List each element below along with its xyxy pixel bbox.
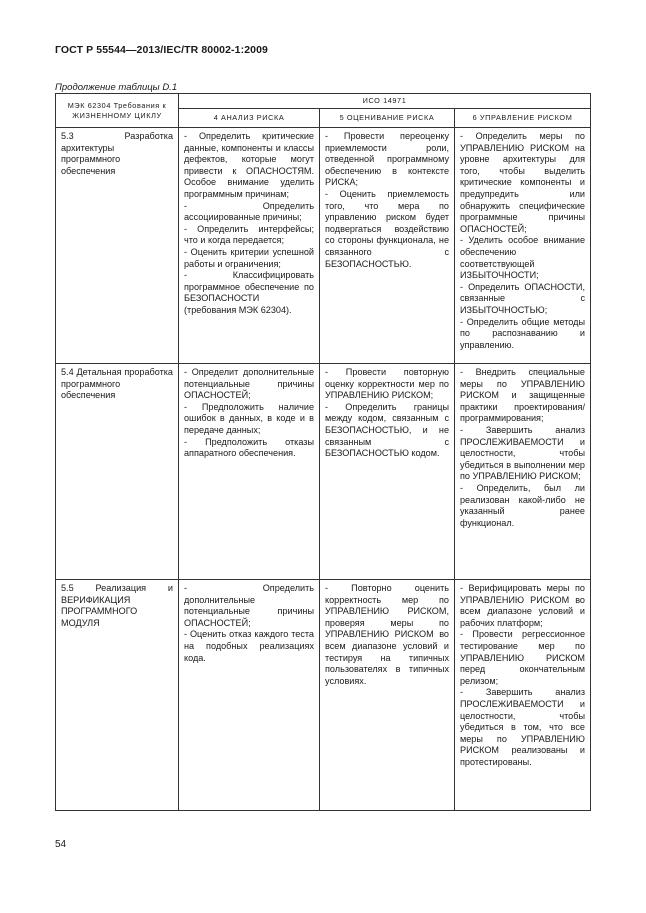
risk-evaluation-cell [320, 128, 455, 364]
risk-evaluation-item: - Провести переоценку приемлемости роли, отведенной программному обеспечению в контексте РИСКА; [325, 131, 449, 188]
risk-analysis-item: - Определить ассоциированные причины; [184, 200, 314, 223]
risk-analysis-header: 4 АНАЛИЗ РИСКА [179, 109, 320, 128]
risk-control-item: - Определить ОПАСНОСТИ, связанные с ИЗБЫТОЧНОСТЬЮ; [460, 281, 585, 315]
risk-evaluation-cell [320, 580, 455, 811]
risk-analysis-cell [179, 580, 320, 811]
risk-control-item: - Внедрить специальные меры по УПРАВЛЕНИЮ РИСКОМ и защищенные практики проектирования/программирования; [460, 367, 585, 424]
lifecycle-requirement-cell [56, 580, 179, 811]
lifecycle-requirement-cell [56, 128, 179, 364]
risk-analysis-cell [179, 364, 320, 580]
risk-analysis-item: - Оценить критерии успешной работы и ограничения; [184, 246, 314, 269]
risk-analysis-item: - Определит дополнительные потенциальные причины ОПАСНОСТЕЙ; [184, 367, 314, 401]
risk-control-item: - Завершить анализ ПРОСЛЕЖИВАЕМОСТИ и целостности, чтобы убедиться в том, что все меры по УПРАВЛЕНИЮ РИСКОМ реализованы и протестированы. [460, 687, 585, 767]
lifecycle-column-header: МЭК 62304 Требования к ЖИЗНЕННОМУ ЦИКЛУ [56, 94, 179, 128]
risk-analysis-item: - Определить интерфейсы; что и когда передается; [184, 223, 314, 246]
risk-control-cell [455, 128, 591, 364]
risk-evaluation-item: - Повторно оценить корректность мер по УПРАВЛЕНИЮ РИСКОМ, проверяя меры по УПРАВЛЕНИЮ РИСКОМ во всем диапазоне условий и тестируя на типичных пользователях в типичных условиях. [325, 583, 449, 686]
risk-control-cell [455, 580, 591, 811]
requirement-text: 5.5 Реализация и ВЕРИФИКАЦИЯ ПРОГРАММНОГО МОДУЛЯ [61, 583, 173, 628]
risk-control-item: - Определить меры по УПРАВЛЕНИЮ РИСКОМ на уровне архитектуры для того, чтобы выделить критические компоненты и предупредить или обнаружить специфические программные причины ОПАСНОСТЕЙ; [460, 131, 585, 234]
risk-control-cell [455, 364, 591, 580]
requirement-text: 5.3 Разработка архитектуры программного обеспечения [61, 131, 173, 176]
risk-analysis-item: - Предположить наличие ошибок в данных, в коде и в передаче данных; [184, 401, 314, 435]
table-row [56, 364, 591, 580]
risk-analysis-cell [179, 128, 320, 364]
risk-evaluation-cell [320, 364, 455, 580]
standard-header: ГОСТ Р 55544—2013/IEC/TR 80002-1:2009 [55, 44, 268, 56]
risk-control-item: - Определить общие методы по распознаванию и управлению. [460, 316, 585, 350]
lifecycle-requirement-cell [56, 364, 179, 580]
risk-evaluation-item: - Оценить приемлемость того, что мера по управлению риском будет подвергаться воздействию со стороны функционала, не связанного с БЕЗОПАСНОСТЬЮ. [325, 188, 449, 269]
risk-control-item: - Верифицировать меры по УПРАВЛЕНИЮ РИСКОМ во всем диапазоне условий и рабочих платформ; [460, 583, 585, 628]
requirements-table [55, 93, 591, 811]
table-row [56, 128, 591, 364]
risk-analysis-item: - Определить критические данные, компоненты и классы дефектов, которые могут привести к ОПАСНОСТЯМ. Особое внимание уделить программным причинам; [184, 131, 314, 199]
risk-control-item: - Завершить анализ ПРОСЛЕЖИВАЕМОСТИ и целостности, чтобы убедиться в выполнении мер по УПРАВЛЕНИЮ РИСКОМ; [460, 424, 585, 482]
risk-analysis-item: - Предположить отказы аппаратного обеспечения. [184, 436, 314, 459]
risk-control-item: - Уделить особое внимание обеспечению соответствующей ИЗБЫТОЧНОСТИ; [460, 235, 585, 281]
iso-group-header: ИСО 14971 [179, 94, 591, 109]
risk-control-item: - Провести регрессионное тестирование мер по УПРАВЛЕНИЮ РИСКОМ перед окончательным релизом; [460, 629, 585, 686]
risk-analysis-item: - Оценить отказ каждого теста на подобных реализациях кода. [184, 629, 314, 663]
table-row [56, 580, 591, 811]
risk-evaluation-item: - Определить границы между кодом, связанным с БЕЗОПАСНОСТЬЮ, и не связанным с БЕЗОПАСНОСТЬЮ кодом. [325, 401, 449, 459]
risk-control-item: - Определить, был ли реализован какой-либо не указанный ранее функционал. [460, 482, 585, 528]
table-continuation-caption: Продолжение таблицы D.1 [55, 82, 178, 93]
requirement-text: 5.4 Детальная проработка программного обеспечения [61, 367, 173, 401]
page-number: 54 [55, 839, 67, 850]
risk-evaluation-header: 5 ОЦЕНИВАНИЕ РИСКА [320, 109, 455, 128]
risk-analysis-item: - Определить дополнительные потенциальные причины ОПАСНОСТЕЙ; [184, 583, 314, 628]
risk-analysis-item: - Классифицировать программное обеспечение по БЕЗОПАСНОСТИ (требования МЭК 62304). [184, 270, 314, 315]
risk-evaluation-item: - Провести повторную оценку корректности мер по УПРАВЛЕНИЮ РИСКОМ; [325, 367, 449, 401]
risk-control-header: 6 УПРАВЛЕНИЕ РИСКОМ [455, 109, 591, 128]
